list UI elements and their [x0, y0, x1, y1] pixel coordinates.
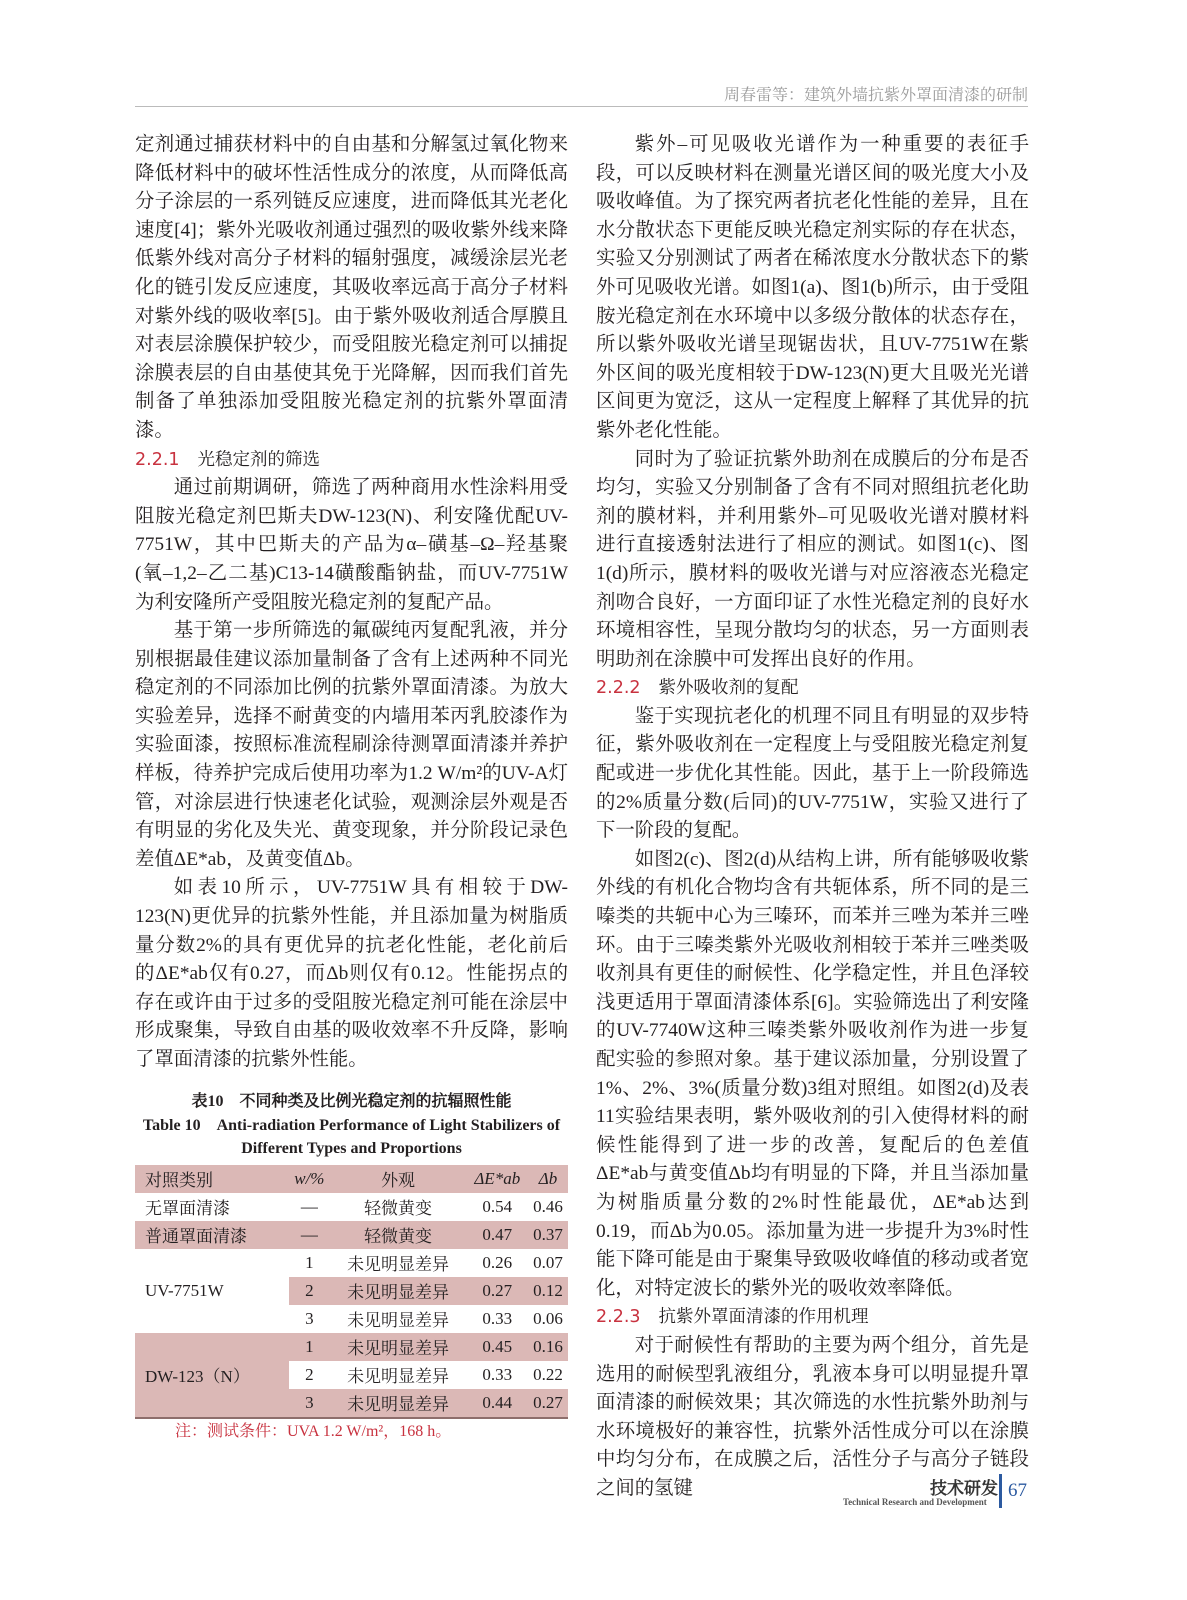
data-table	[135, 1165, 568, 1419]
table-10	[135, 1090, 568, 1419]
cell: DW-123（N）	[135, 1333, 289, 1418]
column-header: ΔE*ab	[467, 1165, 529, 1193]
cell: 未见明显差异	[347, 1367, 450, 1386]
cell: 0.33	[482, 1308, 513, 1328]
section-title: 抗紫外罩面清漆的作用机理	[658, 1307, 869, 1328]
cell: 0.26	[482, 1252, 513, 1272]
paragraph: 基于第一步所筛选的氟碳纯丙复配乳液，并分别根据最佳建议添加量制备了含有上述两种不同光稳定剂的不同添加比例的抗紫外罩面清漆。为放大实验差异，选择不耐黄变的内墙用苯丙乳胶漆作为实验面漆，按照标准流程刷涂待测罩面清漆并养护样板，待养护完成后使用功率为1.2 W/m²的UV-A灯管，对涂层进行快速老化试验，观测涂层外观是否有明显的劣化及失光、黄变现象，并分阶段记录色差值ΔE*ab，及黄变值Δb。	[135, 620, 568, 870]
cell: 0.07	[533, 1252, 563, 1272]
section-heading-2-2-2	[596, 674, 1029, 703]
cell: 未见明显差异	[347, 1283, 450, 1302]
cell: 0.16	[533, 1336, 563, 1356]
section-heading-2-2-3	[596, 1303, 1029, 1332]
paragraph: 同时为了验证抗紫外助剂在成膜后的分布是否均匀，实验又分别制备了含有不同对照组抗老化助剂的膜材料，并利用紫外–可见吸收光谱对膜材料进行直接透射法进行了相应的测试。如图1(c)、图1(d)所示，膜材料的吸收光谱与对应溶液态光稳定剂吻合良好，一方面印证了水性光稳定剂的良好水环境相容性，呈现分散均匀的状态，另一方面则表明助剂在涂膜中可发挥出良好的作用。	[596, 448, 1029, 670]
cell: 0.12	[533, 1280, 563, 1300]
table-row	[135, 1193, 568, 1221]
column-header: w/%	[289, 1165, 330, 1193]
paragraph: 如表10所示，UV-7751W具有相较于DW-123(N)更优异的抗紫外性能，并且添加量为树脂质量分数2%的具有更优异的抗老化性能，老化前后的ΔE*ab仅有0.27，而Δb则仅有0.12。性能拐点的存在或许由于过多的受阻胺光稳定剂可能在涂层中形成聚集，导致自由基的吸收效率不升反降，影响了罩面清漆的抗紫外性能。	[135, 877, 568, 1070]
table-caption-en: Table 10 Anti-radiation Performance of Light Stabilizers of Different Types and Proportions	[142, 1116, 561, 1157]
cell: —	[300, 1224, 318, 1244]
section-number: 2.2.3	[596, 1307, 641, 1328]
page-number: 67	[1008, 1480, 1027, 1501]
footer-section-en: Technical Research and Development	[843, 1497, 987, 1507]
cell: 0.33	[482, 1364, 513, 1384]
header-rule	[135, 106, 1028, 107]
section-heading-2-2-1	[135, 446, 568, 475]
section-title: 光稳定剂的筛选	[197, 449, 321, 470]
paragraph: 通过前期调研，筛选了两种商用水性涂料用受阻胺光稳定剂巴斯夫DW-123(N)、利安隆优配UV-7751W，其中巴斯夫的产品为α–磺基–Ω–羟基聚(氧–1,2–乙二基)C13-14磺酸酯钠盐，而UV-7751W为利安隆所产受阻胺光稳定剂的复配产品。	[135, 477, 568, 613]
cell: 0.37	[533, 1224, 563, 1244]
column-header: Δb	[528, 1165, 568, 1193]
cell: 普通罩面清漆	[145, 1227, 247, 1246]
cell: 0.44	[482, 1392, 513, 1412]
paragraph: 如图2(c)、图2(d)从结构上讲，所有能够吸收紫外线的有机化合物均含有共轭体系，所不同的是三嗪类的共轭中心为三嗪环，而苯并三唑为苯并三唑环。由于三嗪类紫外光吸收剂相较于苯并三唑类吸收剂具有更佳的耐候性、化学稳定性，并且色泽较浅更适用于罩面清漆体系[6]。实验筛选出了利安隆的UV-7740W这种三嗪类紫外吸收剂作为进一步复配实验的参照对象。基于建议添加量，分别设置了1%、2%、3%(质量分数)3组对照组。如图2(d)及表11实验结果表明，紫外吸收剂的引入使得材料的耐候性能得到了进一步的改善，复配后的色差值ΔE*ab与黄变值Δb均有明显的下降，并且当添加量为树脂质量分数的2%时性能最优，ΔE*ab达到0.19，而Δb为0.05。添加量为进一步提升为3%时性能下降可能是由于聚集导致吸收峰值的移动或者宽化，对特定波长的紫外光的吸收效率降低。	[596, 848, 1029, 1299]
cell: —	[300, 1196, 318, 1216]
section-number: 2.2.1	[135, 449, 180, 470]
section-number: 2.2.2	[596, 678, 641, 699]
cell: 0.45	[482, 1336, 513, 1356]
cell: 未见明显差异	[347, 1311, 450, 1330]
cell: 0.27	[533, 1392, 563, 1412]
cell: 未见明显差异	[347, 1255, 450, 1274]
cell: UV-7751W	[145, 1280, 224, 1300]
footer-divider	[999, 1474, 1002, 1508]
table-row	[135, 1333, 568, 1361]
column-header: 对照类别	[135, 1165, 289, 1193]
cell: 2	[305, 1364, 314, 1384]
cell: 未见明显差异	[347, 1339, 450, 1358]
cell: 轻微黄变	[364, 1227, 433, 1246]
cell: 1	[305, 1252, 314, 1272]
table-header-row	[135, 1165, 568, 1193]
right-column	[596, 131, 1029, 1504]
left-column	[135, 131, 568, 1075]
cell: 未见明显差异	[347, 1395, 450, 1414]
table-note: 注：测试条件：UVA 1.2 W/m²，168 h。	[175, 1423, 452, 1440]
running-title: 周春雷等：建筑外墙抗紫外罩面清漆的研制	[723, 85, 1028, 104]
cell: 0.22	[533, 1364, 563, 1384]
paragraph: 鉴于实现抗老化的机理不同且有明显的双步特征，紫外吸收剂在一定程度上与受阻胺光稳定剂复配或进一步优化其性能。因此，基于上一阶段筛选的2%质量分数(后同)的UV-7751W，实验又进行了下一阶段的复配。	[596, 705, 1029, 842]
paragraph: 定剂通过捕获材料中的自由基和分解氢过氧化物来降低材料中的破坏性活性成分的浓度，从而降低高分子涂层的一系列链反应速度，进而降低其光老化速度[4]；紫外光吸收剂通过强烈的吸收紫外线来降低紫外线对高分子材料的辐射强度，减缓涂层光老化的链引发反应速度，其吸收率远高于高分子材料对紫外线的吸收率[5]。由于紫外吸收剂适合厚膜且对表层涂膜保护较少，而受阻胺光稳定剂可以捕捉涂膜表层的自由基使其免于光降解，因而我们首先制备了单独添加受阻胺光稳定剂的抗紫外罩面清漆。	[135, 134, 568, 441]
column-header: 外观	[330, 1165, 467, 1193]
cell: 0.47	[482, 1224, 513, 1244]
cell: 无罩面清漆	[145, 1199, 230, 1218]
table-row	[135, 1221, 568, 1249]
cell: 3	[305, 1308, 314, 1328]
cell: 0.46	[533, 1196, 563, 1216]
footer-section-cn: 技术研发	[930, 1479, 998, 1499]
cell: 1	[305, 1336, 314, 1356]
cell: 0.06	[533, 1308, 563, 1328]
section-title: 紫外吸收剂的复配	[658, 678, 799, 699]
cell: 0.27	[482, 1280, 513, 1300]
cell: 轻微黄变	[364, 1199, 433, 1218]
paragraph: 紫外–可见吸收光谱作为一种重要的表征手段，可以反映材料在测量光谱区间的吸光度大小及吸收峰值。为了探究两者抗老化性能的差异，且在水分散状态下更能反映光稳定剂实际的存在状态，实验又分别测试了两者在稀浓度水分散状态下的紫外可见吸收光谱。如图1(a)、图1(b)所示，由于受阻胺光稳定剂在水环境中以多级分散体的状态存在，所以紫外吸收光谱呈现锯齿状，且UV-7751W在紫外区间的吸光度相较于DW-123(N)更大且吸光光谱区间更为宽泛，这从一定程度上解释了其优异的抗紫外老化性能。	[596, 134, 1029, 441]
table-row	[135, 1249, 568, 1277]
cell: 2	[305, 1280, 314, 1300]
table-caption-cn: 表10 不同种类及比例光稳定剂的抗辐照性能	[191, 1093, 512, 1110]
cell: 3	[305, 1392, 314, 1412]
paragraph: 对于耐候性有帮助的主要为两个组分，首先是选用的耐候型乳液组分，乳液本身可以明显提升罩面清漆的耐候效果；其次筛选的水性抗紫外助剂与水环境极好的兼容性，抗紫外活性成分可以在涂膜中均匀分布，在成膜之后，活性分子与高分子链段之间的氢键	[596, 1334, 1029, 1499]
cell: 0.54	[482, 1196, 513, 1216]
